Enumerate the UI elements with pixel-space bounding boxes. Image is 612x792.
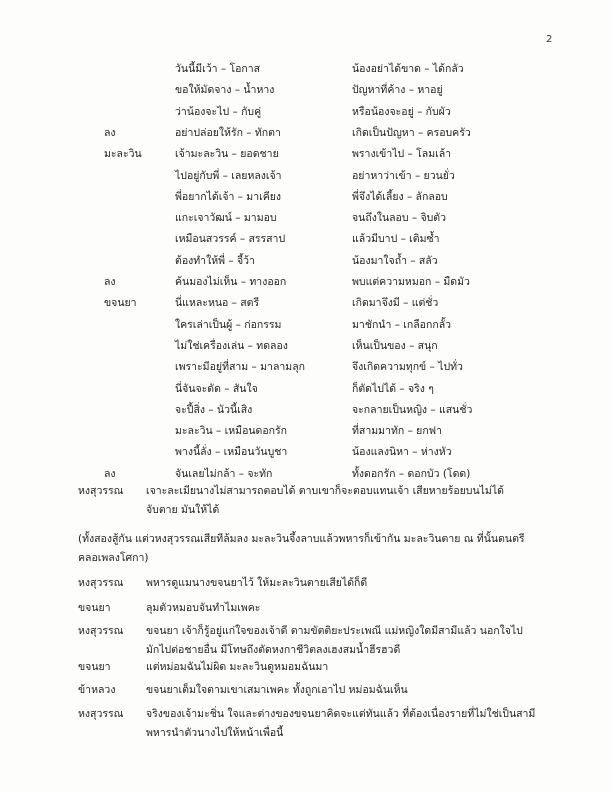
verse-left-line: อย่าปล่อยให้รัก – ทักตา [175,127,281,139]
verse-left-line: เจ้ามะละวิน – ยอดชาย [175,148,279,160]
verse-left-line: วันนี้มีเว้า – โอกาส [175,63,261,75]
dialogue-line: จริงของเจ้ามะชิ่น ใจและต่างของขจนยาคิดจะแต่ทันแล้ว ที่ต้องเนื่องรายที่ไม่ใช่เป็นสามี พหารนำตัวนางไปให้หน้าเพื่อนี้ [146,708,536,739]
verse-right-line: พี่จึงได้เลี้ยง – ลักลอบ [352,191,448,203]
verse-right-line: เกิดเป็นปัญหา – ครอบครัว [352,127,471,139]
verse-left-line: นี่จันจะดัด – สันใจ [175,383,258,395]
verse-speaker: ลง [104,276,116,288]
stage-direction: (ทั้งสองสู้กัน แต่วหงสุวรรณเสียทีล้มลง มะละวินจึ้งลาบแล้วพหารก็เข้ากัน มะละวินตาย ณ ที่นั้นดนตรี คลอเพลงโศกา) [78,533,525,564]
dialogue-line: ลุมตัวหมอบจันทำไมเพคะ [146,602,261,614]
dialogue-speaker: ขจนยา [78,661,111,673]
verse-right-line: จึงเกิดความทุกข์ – ไปทั่ว [352,361,463,373]
verse-left-line: พางนี้ลั่ง – เหมือนวันบูชา [175,446,288,458]
dialogue-speaker: ขจนยา [78,602,111,614]
verse-right-line: จะกลายเป็นหญิง – แสนชั่ว [352,404,473,416]
verse-right-line: น้องอย่าได้ขาด – ได้กลัว [352,63,464,75]
verse-right-line: เห็นเป็นของ – สนุก [352,340,438,352]
verse-right-line: ปัญหาที่ค้าง – หาอยู่ [352,84,443,96]
verse-left-line: พี่อยากได้เจ้า – มาเคียง [175,191,282,203]
verse-left-line: เหมือนสวรรค์ – สรรสาป [175,233,286,245]
dialogue-line: ขจนยาเต็มใจตามเขาเสมาเพคะ ทั้งถูกเอาไป หม่อมฉันเห็น [146,684,408,696]
dialogue-speaker: หงสุวรรณ [78,708,124,720]
verse-right-line: ที่สามมาทัก – ยกฟา [352,425,443,437]
verse-right-line: หรือน้องจะอยู่ – กับผัว [352,106,451,118]
dialogue-speaker: หงสุวรรณ [78,625,124,637]
verse-left-line: จันเลยไม่กล้า – จะทัก [175,468,273,480]
verse-left-line: ขอให้มัดจาง – น้ำหาง [175,84,275,96]
verse-right-line: อย่าหาว่าเข้า – ยวนยั่ว [352,170,455,182]
verse-speaker: มะละวิน [104,148,142,160]
dialogue-line: ขจนยา เจ้าก็รู้อยู่แก่ใจของเจ้าดี ตามขัตติยะประเพณี แม่หญิงใดมีสามีแล้ว นอกใจไป มักไปต่อชายอื่น มีโทษถึงตัดหงกาชีวิตลงเฮงสมน้ำฮีรฮวดี [146,625,523,656]
verse-left-line: ว่าน้องจะไป – กับคู่ [175,106,262,118]
verse-left-line: ต้องทำให้พี่ – จี้ว้า [175,255,255,267]
verse-right-line: พบแต่ความหมอก – มืดมัว [352,276,470,288]
verse-right-line: เกิดมาจึงมี – แต่ชั่ว [352,297,439,309]
verse-speaker: ลง [104,468,116,480]
verse-right-line: ก็ตัดไปได้ – จริง ๆ [352,383,434,395]
dialogue-speaker: ข้าหลวง [78,684,116,696]
verse-left-line: มะละวิน – เหมือนดอกรัก [175,425,288,437]
dialogue-speaker: หงสุวรรณ [78,577,124,589]
verse-right-line: น้องมาใจถ้ำ – สลัว [352,255,438,267]
verse-right-line: แล้วมีบาป – เติมซ้ำ [352,233,440,245]
verse-right-line: ทั้งดอกรัก – ดอกบัว (โดด) [352,468,471,480]
verse-left-line: ไม่ใช่เครื่องเล่น – ทดลอง [175,340,288,352]
verse-right-line: พรางเข้าไป – โลมเล้า [352,148,452,160]
verse-speaker: ขจนยา [104,297,137,309]
page-number: 2 [546,34,553,45]
verse-speaker: ลง [104,127,116,139]
verse-right-line: จนถึงในลอบ – จิบตัว [352,212,446,224]
verse-left-line: เพราะมีอยู่ที่สาม – มาลามลุก [175,361,305,373]
verse-left-line: จะปี้สิ่ง – นัวนี้เสิง [175,404,253,416]
verse-right-line: น้องแลงนิหา – ห่างหัว [352,446,452,458]
dialogue-line: เจาะละเมียนางไม่สามารถตอบได้ ตาบเขาก็จะตอบแทนเจ้า เสียหายร้อยบนไม่ได้ จับตาย มันให้ได้ [146,485,504,516]
verse-left-line: นี่แหละหนอ – สตรี [175,297,260,309]
dialogue-line: พหารดูแมนางขจนยาไว้ ให้มะละวินตายเสียได้ก็ดี [146,577,368,589]
dialogue-speaker: หงสุวรรณ [78,485,124,497]
verse-left-line: ค้นมองไม่เห็น – ทางออก [175,276,287,288]
verse-left-line: แกะเจาวัฒน์ – มามอบ [175,212,277,224]
dialogue-line: แต่หม่อมฉันไม่ผิด มะละวินดูหมอมฉันมา [146,661,329,673]
verse-right-line: มาชักนำ – เกลือกกลั้ว [352,319,452,331]
verse-left-line: ไปอยู่กับพี่ – เลยหลงเจ้า [175,170,282,182]
verse-left-line: ใครเล่าเป็นผู้ – ก่อกรรม [175,319,282,331]
